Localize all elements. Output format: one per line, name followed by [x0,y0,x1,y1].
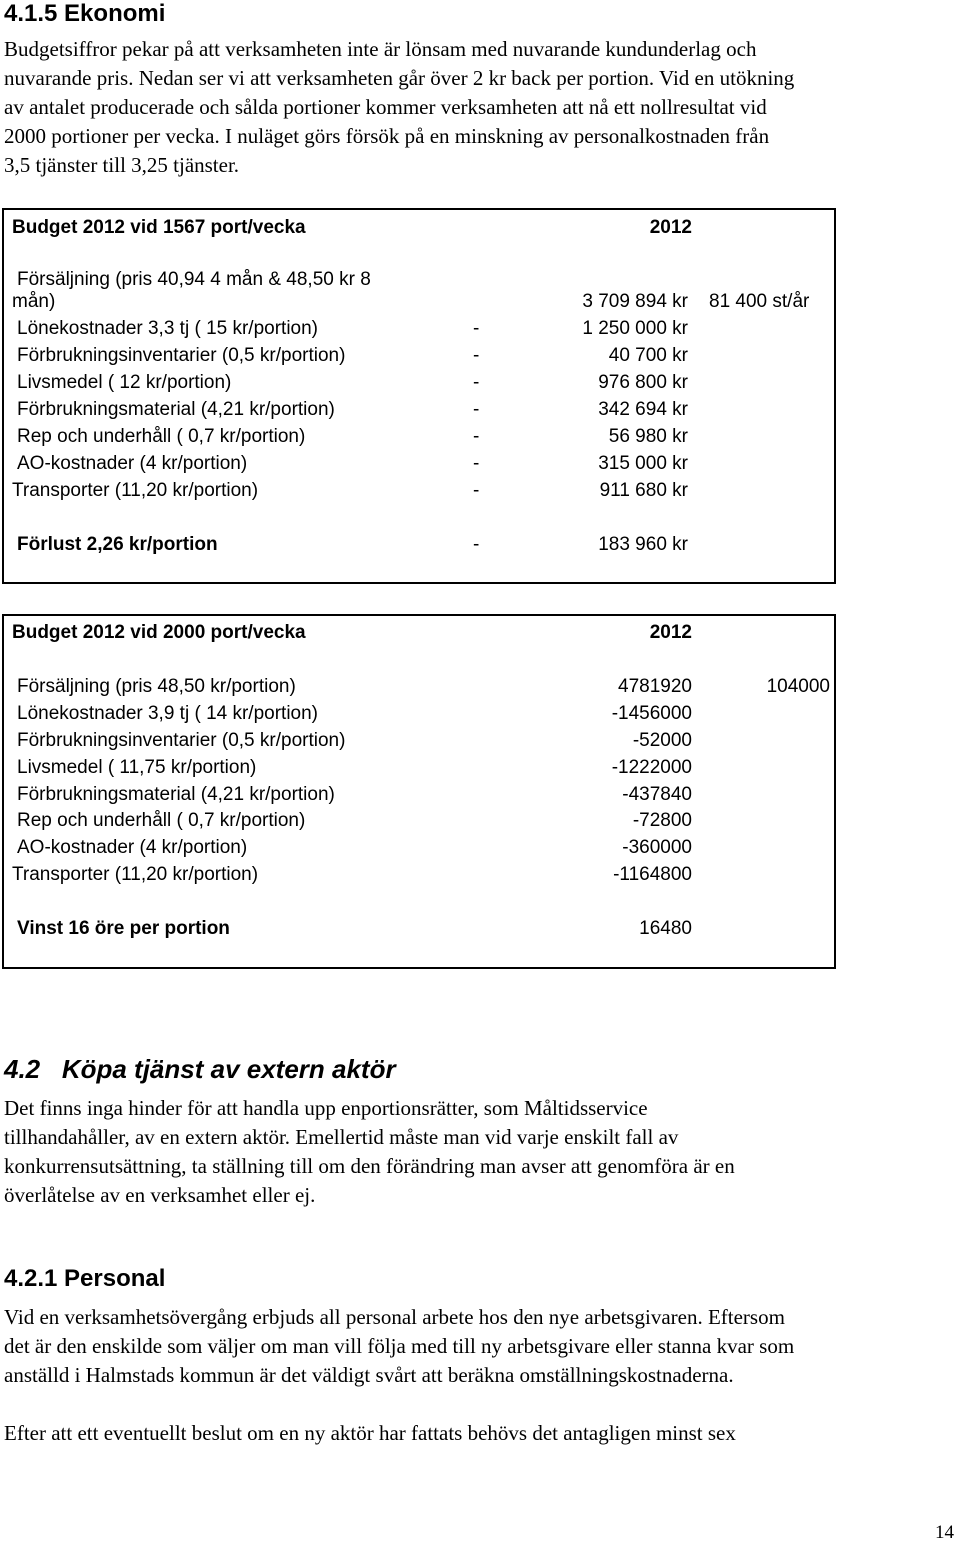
budget-title: Budget 2012 vid 2000 port/vecka [12,622,306,643]
table-row-label: Förbrukningsmaterial (4,21 kr/portion) [17,784,335,805]
section-heading-ekonomi: 4.1.5 Ekonomi [4,0,166,27]
sales-extra: 81 400 st/år [709,291,810,312]
table-row-value: 1 250 000 kr [582,318,688,339]
section-heading-kopa-tjanst: 4.2 Köpa tjänst av extern aktör [4,1054,396,1084]
budget-title: Budget 2012 vid 1567 port/vecka [12,217,306,238]
table-row-label: AO-kostnader (4 kr/portion) [17,837,248,858]
table-row-value: 40 700 kr [608,345,688,366]
table-row-sign: - [473,480,480,501]
table-row-label: Rep och underhåll ( 0,7 kr/portion) [17,810,306,831]
section-heading-personal: 4.2.1 Personal [4,1265,166,1292]
paragraph-line: Det finns inga hinder för att handla upp enportionsrätter, som Måltidsservice [4,1096,648,1120]
table-row-label: Lönekostnader 3,3 tj ( 15 kr/portion) [17,318,319,339]
page-number: 14 [935,1522,954,1543]
paragraph-ekonomi [4,35,956,180]
sales-extra: 104000 [766,676,830,697]
table-row-label: Förbrukningsinventarier (0,5 kr/portion) [17,730,346,751]
table-row-label: AO-kostnader (4 kr/portion) [17,453,248,474]
paragraph-personal [4,1303,956,1390]
result-value: 16480 [639,918,692,939]
paragraph-line: 2000 portioner per vecka. I nuläget görs försök på en minskning av personalkostnaden från [4,124,770,148]
table-row-value: -72800 [632,810,692,831]
table-row-sign: - [473,372,480,393]
paragraph-line: överlåtelse av en verksamhet eller ej. [4,1183,316,1207]
table-row-value: 315 000 kr [598,453,688,474]
sales-label: Försäljning (pris 40,94 4 mån & 48,50 kr 8 [17,269,371,290]
table-row-sign: - [473,453,480,474]
result-value: 183 960 kr [598,534,688,555]
paragraph-line: anställd i Halmstads kommun är det väldigt svårt att beräkna omställningskostnaderna. [4,1363,734,1387]
budget-table-1567 [2,208,836,584]
table-row-value: -1164800 [613,864,692,885]
budget-table-2000 [2,614,836,969]
sales-value: 4781920 [618,676,692,697]
table-row-sign: - [473,426,480,447]
paragraph-line: Budgetsiffror pekar på att verksamheten inte är lönsam med nuvarande kundunderlag och [4,37,757,61]
sales-label-cont: mån) [12,291,56,312]
table-row-label: Transporter (11,20 kr/portion) [12,480,259,501]
table-row-sign: - [473,345,480,366]
table-row-label: Förbrukningsinventarier (0,5 kr/portion) [17,345,346,366]
sales-value: 3 709 894 kr [582,291,688,312]
budget-year: 2012 [649,622,692,643]
budget-year: 2012 [649,217,692,238]
table-row-sign: - [473,318,480,339]
table-row-label: Livsmedel ( 12 kr/portion) [17,372,232,393]
paragraph-line: tillhandahåller, av en extern aktör. Emellertid måste man vid varje enskilt fall av [4,1125,679,1149]
paragraph-line: av antalet producerade och sålda portioner kommer verksamheten att nå ett nollresultat vid [4,95,767,119]
paragraph-line: nuvarande pris. Nedan ser vi att verksamheten går över 2 kr back per portion. Vid en utökning [4,66,795,90]
table-row-label: Transporter (11,20 kr/portion) [12,864,259,885]
paragraph-personal-2 [4,1419,956,1448]
paragraph-line: konkurrensutsättning, ta ställning till om den förändring man avser att genomföra är en [4,1154,735,1178]
result-label: Vinst 16 öre per portion [17,918,230,939]
table-row-value: -437840 [622,784,692,805]
table-row-label: Förbrukningsmaterial (4,21 kr/portion) [17,399,335,420]
table-row-value: -1456000 [611,703,692,724]
paragraph-line: Efter att ett eventuellt beslut om en ny aktör har fattats behövs det antagligen minst sex [4,1421,736,1445]
table-row-value: 56 980 kr [608,426,688,447]
paragraph-line: 3,5 tjänster till 3,25 tjänster. [4,153,240,177]
result-label: Förlust 2,26 kr/portion [17,534,218,555]
table-row-label: Lönekostnader 3,9 tj ( 14 kr/portion) [17,703,319,724]
table-row-value: 342 694 kr [598,399,688,420]
result-sign: - [473,534,480,555]
paragraph-line: det är den enskilde som väljer om man vill följa med till ny arbetsgivare eller stanna kvar som [4,1334,795,1358]
table-row-sign: - [473,399,480,420]
table-row-label: Livsmedel ( 11,75 kr/portion) [17,757,257,778]
table-row-label: Rep och underhåll ( 0,7 kr/portion) [17,426,306,447]
paragraph-kopa-tjanst [4,1094,956,1210]
table-row-value: 911 680 kr [599,480,688,501]
table-row-value: -52000 [632,730,692,751]
table-row-value: -1222000 [611,757,692,778]
sales-label: Försäljning (pris 48,50 kr/portion) [17,676,296,697]
paragraph-line: Vid en verksamhetsövergång erbjuds all personal arbete hos den nye arbetsgivaren. Eftersom [4,1305,785,1329]
table-row-value: 976 800 kr [598,372,688,393]
table-row-value: -360000 [622,837,692,858]
